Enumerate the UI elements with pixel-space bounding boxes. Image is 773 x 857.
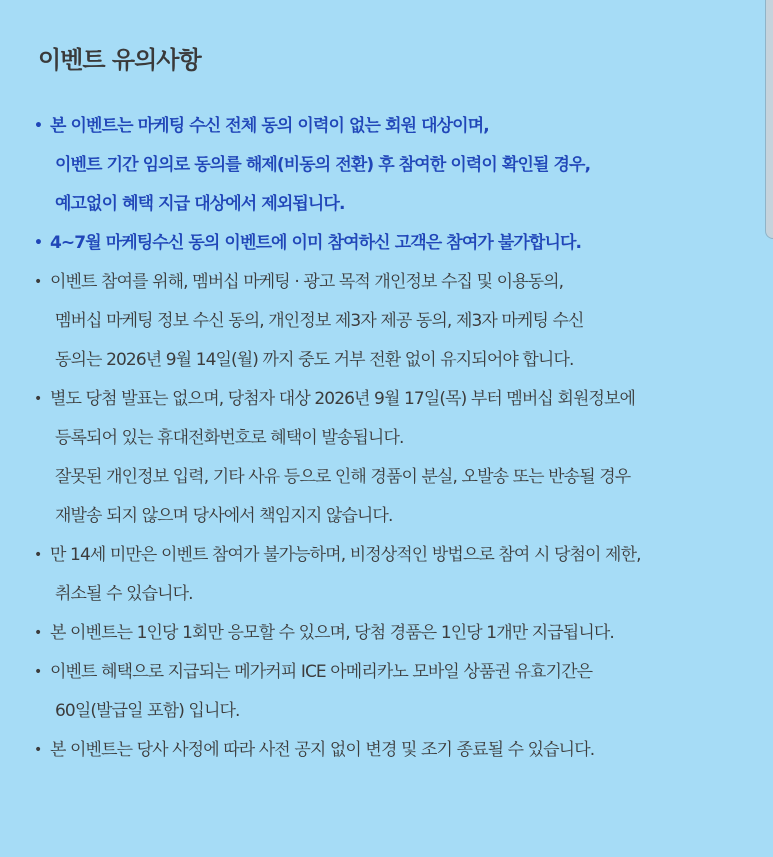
notice-line: 재발송 되지 않으며 당사에서 책임지지 않습니다. [55,506,393,526]
notice-line: 동의는 2026년 9월 14일(월) 까지 중도 거부 전환 없이 유지되어야 합니다. [55,350,574,370]
bullet-icon: • [34,547,42,563]
notice-item [34,224,754,263]
notice-item [34,380,754,536]
bullet-icon: • [34,742,42,758]
notice-line: 이벤트 혜택으로 지급되는 메가커피 ICE 아메리카노 모바일 상품권 유효기간은 [50,662,593,682]
notice-line: 예고없이 혜택 지급 대상에서 제외됩니다. [55,194,345,214]
notice-line: 멤버십 마케팅 정보 수신 동의, 개인정보 제3자 제공 동의, 제3자 마케팅 수신 [55,311,584,331]
notice-item [34,263,754,380]
notice-list [34,107,754,770]
notice-line: 취소될 수 있습니다. [55,584,193,604]
notice-line: 별도 당첨 발표는 없으며, 당첨자 대상 2026년 9월 17일(목) 부터 멤버십 회원정보에 [50,389,636,409]
notice-item [34,614,754,653]
scrollbar-thumb[interactable] [765,0,773,239]
notice-line: 4~7월 마케팅수신 동의 이벤트에 이미 참여하신 고객은 참여가 불가합니다. [50,233,582,253]
notice-item [34,731,754,770]
bullet-icon: • [34,391,42,407]
bullet-icon: • [34,274,42,290]
notice-line: 이벤트 참여를 위해, 멤버십 마케팅 · 광고 목적 개인정보 수집 및 이용동의, [50,272,564,292]
bullet-icon: • [34,625,42,641]
notice-line: 본 이벤트는 1인당 1회만 응모할 수 있으며, 당첨 경품은 1인당 1개만 지급됩니다. [50,623,614,643]
notice-item [34,653,754,731]
notice-line: 60일(발급일 포함) 입니다. [55,701,240,721]
notice-line: 잘못된 개인정보 입력, 기타 사유 등으로 인해 경품이 분실, 오발송 또는 반송될 경우 [55,467,631,487]
notice-item [34,536,754,614]
notice-line: 만 14세 미만은 이벤트 참여가 불가능하며, 비정상적인 방법으로 참여 시 당첨이 제한, [50,545,641,565]
notice-title: 이벤트 유의사항 [38,46,201,74]
bullet-icon: • [34,118,43,134]
bullet-icon: • [34,664,42,680]
notice-item [34,107,754,224]
notice-line: 등록되어 있는 휴대전화번호로 혜택이 발송됩니다. [55,428,404,448]
notice-line: 이벤트 기간 임의로 동의를 해제(비동의 전환) 후 참여한 이력이 확인될 경우, [55,155,591,175]
bullet-icon: • [34,235,43,251]
notice-line: 본 이벤트는 마케팅 수신 전체 동의 이력이 없는 회원 대상이며, [50,116,489,136]
notice-line: 본 이벤트는 당사 사정에 따라 사전 공지 없이 변경 및 조기 종료될 수 있습니다. [50,740,595,760]
